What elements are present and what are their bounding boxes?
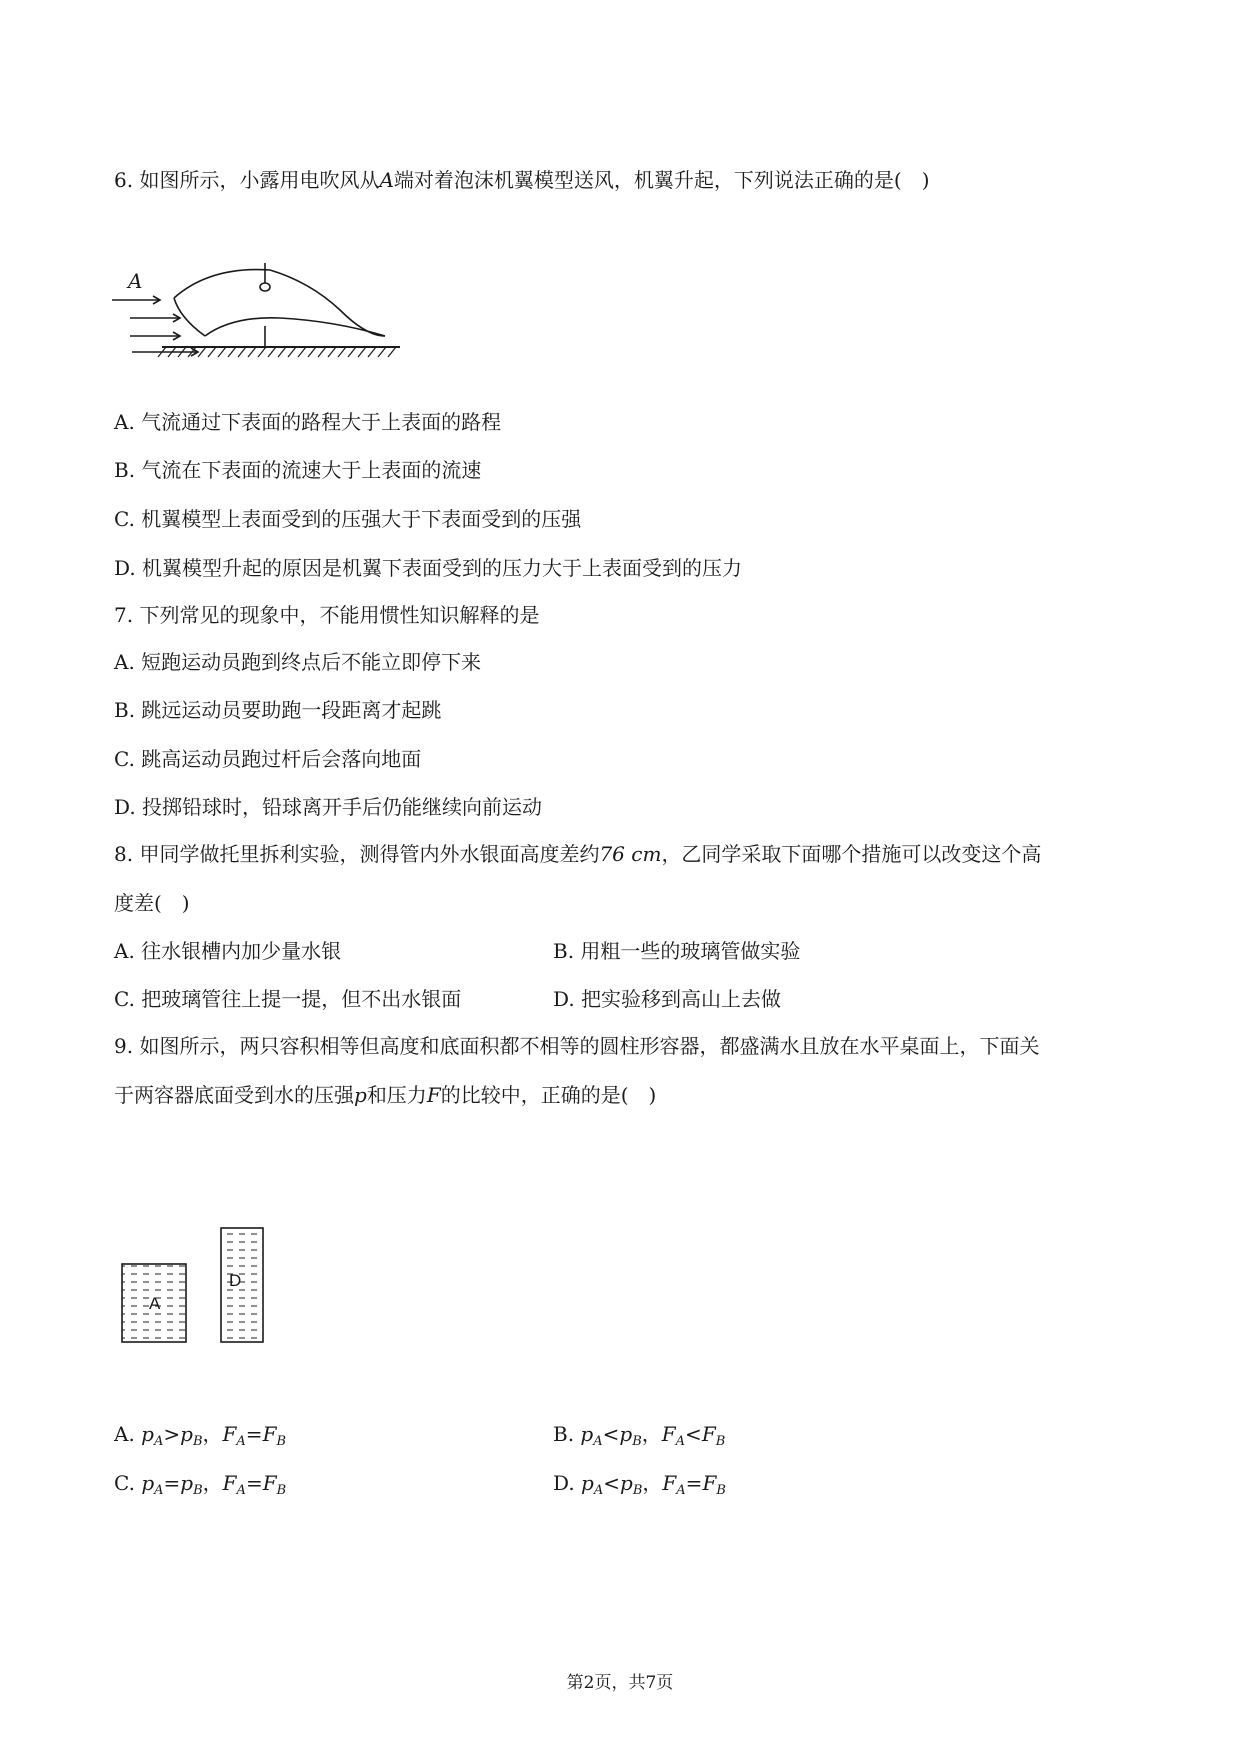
q6-option-a: A. 气流通过下表面的路程大于上表面的路程 [114, 410, 502, 434]
q8-stem-line2: 度差( ) [114, 891, 190, 915]
q9-option-c: C. $p_A=p_B$，$F_A=F_B$ [114, 1471, 287, 1498]
q9-option-a: A. $p_A>p_B$，$F_A=F_B$ [114, 1422, 287, 1449]
container-b [221, 1228, 263, 1342]
q8-option-b: B. 用粗一些的玻璃管做实验 [553, 939, 801, 963]
q8-option-a: A. 往水银槽内加少量水银 [114, 939, 342, 963]
q9-stem-line2: 于两容器底面受到水的压强p和压力F的比较中，正确的是( ) [114, 1083, 657, 1107]
q7-option-c: C. 跳高运动员跑过杆后会落向地面 [114, 747, 422, 771]
q7-option-d: D. 投掷铅球时，铅球离开手后仍能继续向前运动 [114, 795, 543, 819]
q6-option-b: B. 气流在下表面的流速大于上表面的流速 [114, 458, 482, 482]
q7-stem: 7. 下列常见的现象中，不能用惯性知识解释的是 [114, 603, 540, 627]
q7-option-a: A. 短跑运动员跑到终点后不能立即停下来 [114, 650, 482, 674]
q6-option-c: C. 机翼模型上表面受到的压强大于下表面受到的压强 [114, 507, 582, 531]
q7-option-b: B. 跳远运动员要助跑一段距离才起跳 [114, 698, 442, 722]
q8-stem-line1: 8. 甲同学做托里拆利实验，测得管内外水银面高度差约76 cm，乙同学采取下面哪个措施可以改变这个高 [114, 842, 1042, 866]
svg-text:D: D [229, 1271, 242, 1290]
q8-option-c: C. 把玻璃管往上提一提，但不出水银面 [114, 987, 462, 1011]
q6-option-d: D. 机翼模型升起的原因是机翼下表面受到的压力大于上表面受到的压力 [114, 556, 743, 580]
page-footer: 第2页，共7页 [566, 1673, 674, 1693]
wind-label-a: A [128, 269, 143, 293]
q6-stem: 6. 如图所示，小露用电吹风从A端对着泡沫机翼模型送风，机翼升起，下列说法正确的是( ) [114, 168, 930, 192]
wing-model-figure [110, 258, 410, 368]
q9-option-b: B. $p_A<p_B$，$F_A<F_B$ [553, 1422, 726, 1449]
svg-text:A: A [149, 1294, 161, 1313]
q9-option-d: D. $p_A<p_B$，$F_A=F_B$ [553, 1471, 726, 1498]
q8-option-d: D. 把实验移到高山上去做 [553, 987, 782, 1011]
q9-stem-line1: 9. 如图所示，两只容积相等但高度和底面积都不相等的圆柱形容器，都盛满水且放在水平桌面上，下面关 [114, 1034, 1040, 1058]
container-a [122, 1264, 186, 1342]
containers-figure [118, 1222, 278, 1344]
